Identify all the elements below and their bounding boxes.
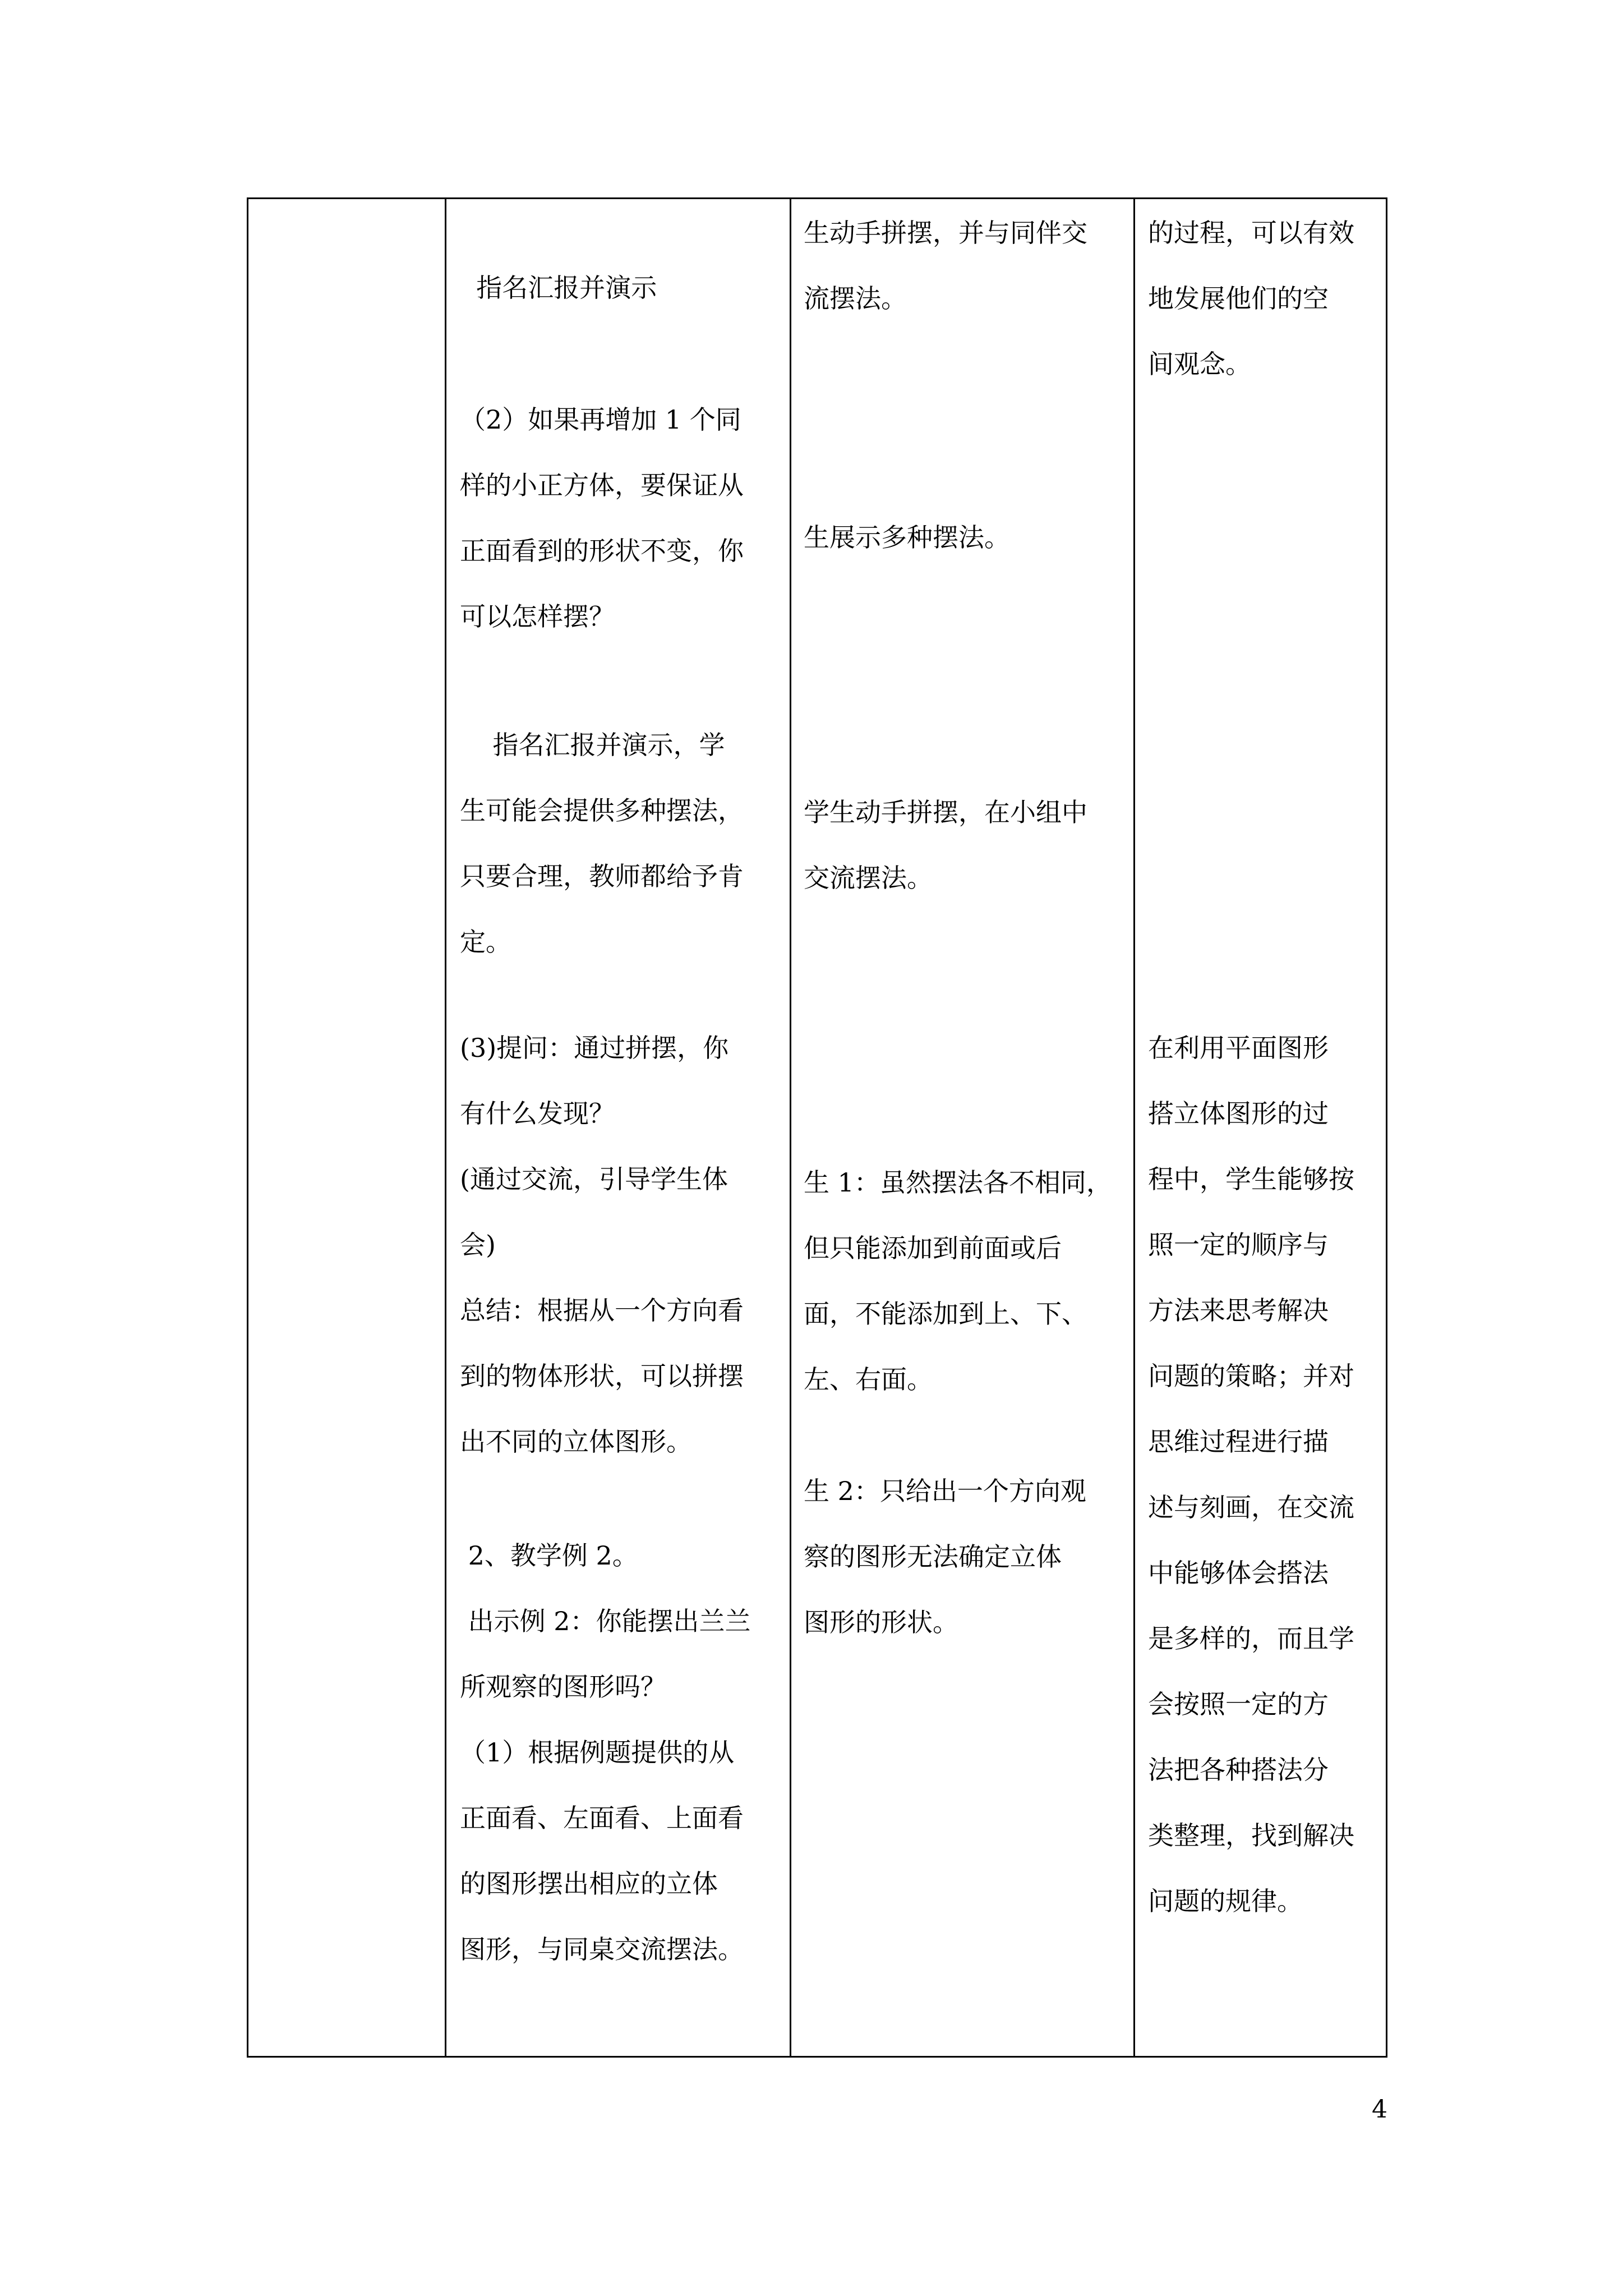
col4-paragraph-2-line: 法把各种搭法分 [1148,1755,1329,1785]
col4-paragraph-2-line: 是多样的，而且学 [1148,1623,1354,1654]
col4-paragraph-1 [1148,200,1354,397]
col3-paragraph-2-line: 生展示多种摆法。 [804,522,1010,553]
col2-paragraph-1 [460,255,657,321]
col2-paragraph-4-line: 会) [460,1230,496,1260]
col4-paragraph-2-line: 类整理，找到解决 [1148,1820,1354,1851]
col4-paragraph-2-line: 程中，学生能够按 [1148,1164,1354,1194]
col4-paragraph-2 [1148,1015,1354,1934]
col4-paragraph-1-line: 间观念。 [1148,349,1251,379]
cell-student-activities [791,199,1133,2056]
col2-paragraph-5-line: （1）根据例题提供的从 [460,1737,735,1768]
col2-paragraph-3-line: 生可能会提供多种摆法， [460,795,744,826]
col3-paragraph-5-line: 生 2：只给出一个方向观 [804,1476,1086,1506]
col2-paragraph-4-line: 有什么发现？ [460,1098,615,1129]
col2-paragraph-5-line: 正面看、左面看、上面看 [460,1803,744,1833]
col3-paragraph-4-line: 生 1：虽然摆法各不相同， [804,1167,1112,1198]
col2-paragraph-4-line: 到的物体形状，可以拼摆 [460,1361,744,1391]
col2-paragraph-5-line: 的图形摆出相应的立体 [460,1869,718,1899]
col3-paragraph-2 [804,505,1010,570]
col3-paragraph-3 [804,780,1087,911]
cell-empty-first-column [248,199,445,2056]
col3-paragraph-4-line: 但只能添加到前面或后 [804,1233,1062,1263]
col2-paragraph-2-line: 可以怎样摆？ [460,601,615,632]
col2-paragraph-1-line: 指名汇报并演示 [460,273,657,303]
col4-paragraph-2-line: 中能够体会搭法 [1148,1558,1329,1588]
col3-paragraph-3-line: 交流摆法。 [804,863,933,893]
col2-paragraph-5 [460,1523,751,1982]
col3-paragraph-4-line: 左、右面。 [804,1364,933,1395]
col2-paragraph-4-line: 出不同的立体图形。 [460,1427,692,1457]
col2-paragraph-2-line: 正面看到的形状不变，你 [460,536,744,566]
col3-paragraph-1 [804,200,1087,332]
col3-paragraph-3-line: 学生动手拼摆，在小组中 [804,797,1087,827]
col2-paragraph-5-line: 所观察的图形吗？ [460,1672,666,1702]
col4-paragraph-2-line: 会按照一定的方 [1148,1689,1329,1719]
col4-paragraph-1-line: 地发展他们的空 [1148,283,1329,314]
col2-paragraph-4-line: (通过交流，引导学生体 [460,1164,728,1194]
col4-paragraph-1-line: 的过程，可以有效 [1148,218,1354,248]
col3-paragraph-4 [804,1150,1112,1412]
col3-paragraph-5-line: 图形的形状。 [804,1607,958,1637]
col2-paragraph-2 [460,387,744,650]
col4-paragraph-2-line: 问题的规律。 [1148,1886,1303,1916]
col3-paragraph-4-line: 面，不能添加到上、下、 [804,1299,1087,1329]
col2-paragraph-3-line: 定。 [460,927,511,957]
col2-paragraph-2-line: （2）如果再增加 1 个同 [460,404,741,435]
col2-paragraph-2-line: 样的小正方体，要保证从 [460,470,744,500]
col3-paragraph-5-line: 察的图形无法确定立体 [804,1542,1062,1572]
col2-paragraph-5-line: 出示例 2：你能摆出兰兰 [460,1606,751,1636]
col2-paragraph-4-line: (3)提问：通过拼摆，你 [460,1033,729,1063]
col2-paragraph-4 [460,1015,744,1475]
col3-paragraph-5 [804,1458,1086,1655]
col4-paragraph-2-line: 思维过程进行描 [1148,1427,1329,1457]
col4-paragraph-2-line: 问题的策略；并对 [1148,1361,1354,1391]
col4-paragraph-2-line: 在利用平面图形 [1148,1033,1329,1063]
col2-paragraph-3 [460,712,744,975]
col4-paragraph-2-line: 照一定的顺序与 [1148,1230,1329,1260]
page-number: 4 [1372,2095,1387,2124]
col4-paragraph-2-line: 述与刻画，在交流 [1148,1492,1354,1522]
col3-paragraph-1-line: 生动手拼摆，并与同伴交 [804,218,1087,248]
col2-paragraph-3-line: 指名汇报并演示，学 [460,730,725,760]
col2-paragraph-4-line: 总结：根据从一个方向看 [460,1295,744,1326]
col4-paragraph-2-line: 方法来思考解决 [1148,1295,1329,1326]
col4-paragraph-2-line: 搭立体图形的过 [1148,1098,1329,1129]
col2-paragraph-3-line: 只要合理，教师都给予肯 [460,861,744,891]
col2-paragraph-5-line: 图形，与同桌交流摆法。 [460,1934,744,1964]
col3-paragraph-1-line: 流摆法。 [804,283,907,314]
col2-paragraph-5-line: 2、教学例 2。 [460,1540,638,1571]
